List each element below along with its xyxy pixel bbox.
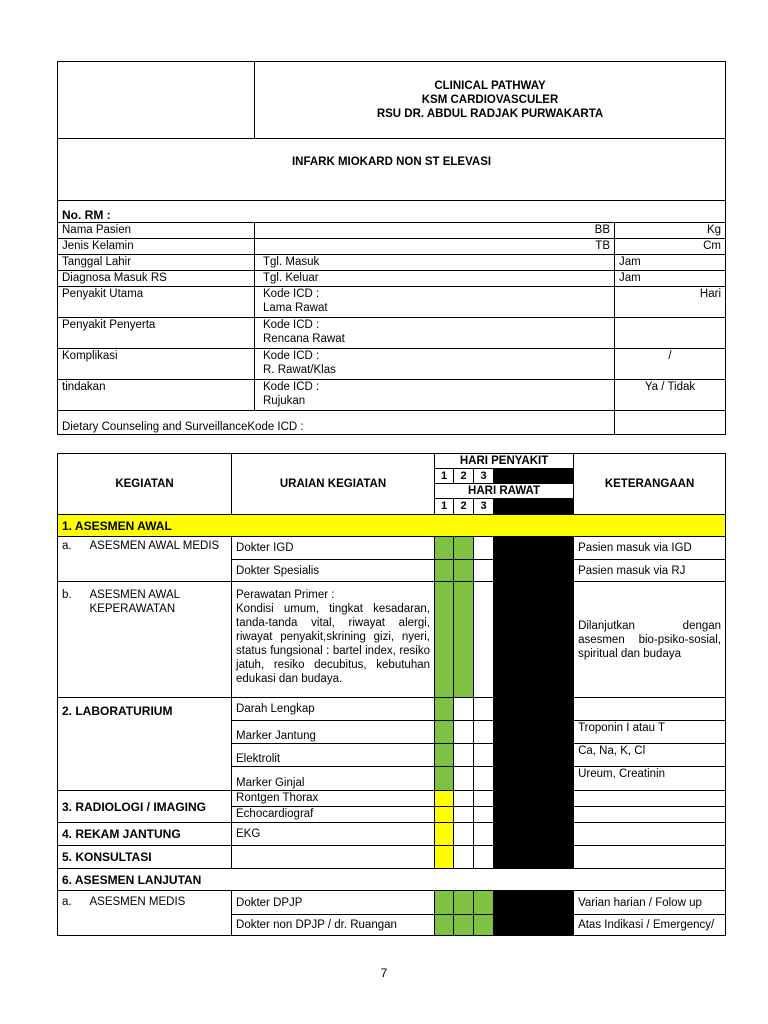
- perawatan-primer-cell: [232, 582, 435, 698]
- section-radiologi: 3. RADIOLOGI / IMAGING: [58, 791, 232, 823]
- marker-ginjal: Marker Ginjal: [232, 767, 435, 791]
- rencana-value: [615, 318, 726, 349]
- hr-day-1: 1: [435, 499, 454, 515]
- elektrolit-keterangan: Ca, Na, K, Cl: [574, 744, 726, 767]
- kode-icd-3: Kode ICD :: [263, 350, 320, 362]
- perawatan-keterangan: Dilanjutkan dengan asesmen bio-psiko-sosial, spiritual dan budaya: [574, 582, 726, 698]
- item-b-text: ASESMEN AWAL KEPERAWATAN: [86, 582, 232, 698]
- patient-header-table: [57, 61, 726, 435]
- dietary-value: [615, 411, 726, 435]
- title-line-3: RSU DR. ABDUL RADJAK PURWAKARTA: [376, 108, 604, 120]
- keluar-label: Tgl. Keluar: [255, 271, 615, 287]
- hr-day-3: 3: [474, 499, 494, 515]
- hr-day-2: 2: [454, 499, 474, 515]
- dokter-dpjp: Dokter DPJP: [232, 891, 435, 915]
- item-a-label: a.: [58, 537, 86, 582]
- penyerta-label: Penyakit Penyerta: [58, 318, 255, 349]
- hr-day-7: [554, 499, 574, 515]
- dokter-igd: Dokter IGD: [232, 537, 435, 560]
- rencana-rawat-label: Rencana Rawat: [263, 333, 345, 345]
- cm-label: Cm: [615, 239, 726, 255]
- kode-icd-4: Kode ICD :: [263, 381, 320, 393]
- kode-icd-2: Kode ICD :: [263, 319, 320, 331]
- section-asesmen-lanjutan: 6. ASESMEN LANJUTAN: [58, 869, 726, 891]
- hr-day-6: [534, 499, 554, 515]
- elektrolit: Elektrolit: [232, 744, 435, 767]
- hp-day-7: [554, 469, 574, 484]
- title-line-1: CLINICAL PATHWAY: [434, 80, 546, 92]
- rujukan-label: Rujukan: [263, 395, 306, 407]
- marker-jantung: Marker Jantung: [232, 721, 435, 744]
- kegiatan-header: KEGIATAN: [58, 454, 232, 515]
- uraian-header: URAIAN KEGIATAN: [232, 454, 435, 515]
- dietary-label: Dietary Counseling and SurveillanceKode ICD :: [58, 411, 615, 435]
- dokter-non-dpjp: Dokter non DPJP / dr. Ruangan: [232, 915, 435, 936]
- hari-label: Hari: [615, 287, 726, 318]
- hr-day-4: [494, 499, 514, 515]
- echocardiograf: Echocardiograf: [232, 807, 435, 823]
- item-a2-label: a.: [58, 891, 86, 936]
- hr-day-5: [514, 499, 534, 515]
- section-rekam-jantung: 4. REKAM JANTUNG: [58, 823, 232, 846]
- utama-label: Penyakit Utama: [58, 287, 255, 318]
- masuk-label: Tgl. Masuk: [255, 255, 615, 271]
- jam-keluar-label: Jam: [615, 271, 726, 287]
- rontgen-thorax: Rontgen Thorax: [232, 791, 435, 807]
- perawatan-title: Perawatan Primer :: [236, 589, 335, 601]
- section-laboratorium: 2. LABORATURIUM: [58, 698, 232, 791]
- hp-day-5: [514, 469, 534, 484]
- ekg: EKG: [232, 823, 435, 846]
- dpjp-keterangan: Varian harian / Folow up: [574, 891, 726, 915]
- item-b-label: b.: [58, 582, 86, 698]
- kg-label: Kg: [615, 223, 726, 239]
- item-a-text: ASESMEN AWAL MEDIS: [86, 537, 232, 582]
- no-rm-label: No. RM :: [58, 201, 726, 223]
- utama-cell: [255, 287, 615, 318]
- section-asesmen-awal: 1. ASESMEN AWAL: [58, 515, 726, 537]
- jk-label: Jenis Kelamin: [58, 239, 255, 255]
- hp-day-2: 2: [454, 469, 474, 484]
- title-block: [255, 62, 726, 139]
- keterangan-header: KETERANGAAN: [574, 454, 726, 515]
- hp-day-1: 1: [435, 469, 454, 484]
- tindakan-label: tindakan: [58, 380, 255, 411]
- page-number: 7: [380, 966, 388, 980]
- tb-label: TB: [255, 239, 615, 255]
- tindakan-cell: [255, 380, 615, 411]
- jam-masuk-label: Jam: [615, 255, 726, 271]
- lama-rawat-label: Lama Rawat: [263, 302, 328, 314]
- diagnosis-title: INFARK MIOKARD NON ST ELEVASI: [58, 139, 726, 201]
- klas-label: R. Rawat/Klas: [263, 364, 336, 376]
- klas-slash: /: [615, 349, 726, 380]
- komplikasi-label: Komplikasi: [58, 349, 255, 380]
- jantung-keterangan: Troponin I atau T: [574, 721, 726, 744]
- hari-penyakit-header: HARI PENYAKIT: [435, 454, 574, 469]
- spesialis-keterangan: Pasien masuk via RJ: [574, 560, 726, 582]
- nama-label: Nama Pasien: [58, 223, 255, 239]
- komplikasi-cell: [255, 349, 615, 380]
- non-dpjp-keterangan: Atas Indikasi / Emergency/: [574, 915, 726, 936]
- kode-icd-1: Kode ICD :: [263, 288, 320, 300]
- perawatan-detail: Kondisi umum, tingkat kesadaran, tanda-tanda vital, riwayat alergi, riwayat penyakit,skrining gizi, nyeri, status fungsional : bartel index, resiko jatuh, resiko decubitus, kebutuhan edukasi dan budaya.: [236, 603, 431, 685]
- hp-day-3: 3: [474, 469, 494, 484]
- hari-rawat-header: HARI RAWAT: [435, 484, 574, 499]
- bb-label: BB: [255, 223, 615, 239]
- lahir-label: Tanggal Lahir: [58, 255, 255, 271]
- pathway-table: [57, 453, 726, 936]
- penyerta-cell: [255, 318, 615, 349]
- ginjal-keterangan: Ureum, Creatinin: [574, 767, 726, 791]
- igd-keterangan: Pasien masuk via IGD: [574, 537, 726, 560]
- dokter-spesialis: Dokter Spesialis: [232, 560, 435, 582]
- title-line-2: KSM CARDIOVASCULER: [421, 94, 559, 106]
- hp-day-6: [534, 469, 554, 484]
- logo-cell: [58, 62, 255, 139]
- darah-lengkap: Darah Lengkap: [232, 698, 435, 721]
- section-konsultasi: 5. KONSULTASI: [58, 846, 232, 869]
- item-a2-text: ASESMEN MEDIS: [86, 891, 232, 936]
- diag-label: Diagnosa Masuk RS: [58, 271, 255, 287]
- hp-day-4: [494, 469, 514, 484]
- ya-tidak-label: Ya / Tidak: [615, 380, 726, 411]
